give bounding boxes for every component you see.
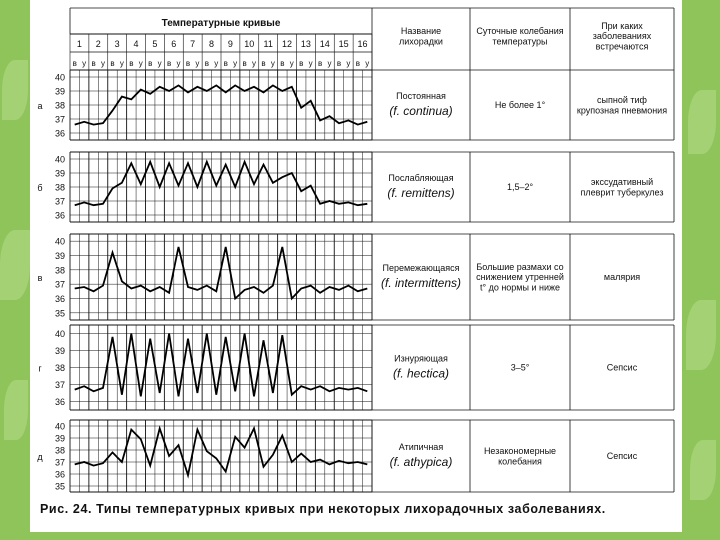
time-of-day-label: у <box>252 59 257 68</box>
day-number: 4 <box>133 39 139 49</box>
time-of-day-label: в <box>261 59 266 68</box>
day-number: 8 <box>209 39 215 49</box>
background-leaf <box>690 440 716 500</box>
time-of-day-label: в <box>299 59 304 68</box>
daily-fluctuation: снижением утренней <box>476 272 564 283</box>
day-number: 6 <box>171 39 177 49</box>
daily-fluctuation: 1,5–2° <box>506 182 534 193</box>
temperature-tick-label: 40 <box>54 72 65 83</box>
related-diseases: крупозная пневмония <box>576 105 668 116</box>
fever-latin-name: (f. athypica) <box>389 455 453 469</box>
day-number: 1 <box>76 39 82 49</box>
time-of-day-label: у <box>233 59 238 68</box>
day-number: 15 <box>338 39 349 49</box>
temperature-tick-label: 37 <box>54 457 65 468</box>
temperature-tick-label: 37 <box>54 114 65 125</box>
row-letter: а <box>37 101 43 111</box>
temperature-tick-label: 39 <box>54 433 65 444</box>
temperature-curves-figure <box>30 0 682 500</box>
time-of-day-label: в <box>317 59 323 68</box>
column-header-name: лихорадки <box>399 36 443 47</box>
temperature-tick-label: 38 <box>54 265 65 276</box>
related-diseases: экссудативный <box>590 176 654 187</box>
row-letter: б <box>37 183 43 193</box>
row-letter: д <box>37 452 43 462</box>
time-of-day-label: у <box>289 59 294 68</box>
time-of-day-label: у <box>101 59 106 68</box>
temperature-tick-label: 35 <box>54 481 65 492</box>
day-number: 9 <box>227 39 233 49</box>
related-diseases: сыпной тиф <box>597 94 647 105</box>
time-of-day-label: в <box>72 59 77 68</box>
time-of-day-label: у <box>176 59 181 68</box>
time-of-day-label: в <box>110 59 115 68</box>
column-header-disease: При каких <box>601 20 643 31</box>
day-number: 2 <box>95 39 101 49</box>
background-leaf <box>0 230 30 300</box>
time-of-day-label: у <box>195 59 200 68</box>
temperature-tick-label: 39 <box>54 86 65 97</box>
temperature-tick-label: 36 <box>54 469 65 480</box>
time-of-day-label: в <box>91 59 96 68</box>
time-of-day-label: у <box>270 59 275 68</box>
time-of-day-label: у <box>365 59 370 68</box>
column-header-disease: заболеваниях <box>592 31 652 42</box>
fever-name: Атипичная <box>398 442 444 452</box>
temperature-tick-label: 39 <box>54 168 65 179</box>
day-number: 3 <box>114 39 120 49</box>
fever-name: Изнуряющая <box>394 353 448 364</box>
time-of-day-label: в <box>129 59 134 68</box>
background-leaf <box>686 300 716 370</box>
time-of-day-label: в <box>223 59 228 68</box>
background-leaf <box>688 90 716 154</box>
daily-fluctuation: колебания <box>498 456 542 467</box>
fever-latin-name: (f. hectica) <box>392 366 450 381</box>
fever-latin-name: (f. remittens) <box>387 186 455 200</box>
temperature-tick-label: 35 <box>54 308 65 319</box>
time-of-day-label: в <box>148 59 153 68</box>
column-header-disease: встречаются <box>595 41 649 52</box>
time-of-day-label: у <box>157 59 162 68</box>
temperature-tick-label: 36 <box>54 397 65 407</box>
related-diseases: плеврит туберкулез <box>580 187 664 198</box>
time-of-day-label: у <box>138 59 143 68</box>
time-of-day-label: у <box>346 59 351 68</box>
background-leaf <box>4 380 28 440</box>
fever-name: Постоянная <box>396 91 446 101</box>
time-of-day-label: в <box>336 59 342 68</box>
fever-name: Послабляющая <box>388 173 454 183</box>
time-of-day-label: в <box>166 59 172 68</box>
day-number: 13 <box>300 39 311 49</box>
temperature-tick-label: 40 <box>54 236 65 247</box>
time-of-day-label: у <box>214 59 219 68</box>
temperature-tick-label: 37 <box>54 196 65 207</box>
time-of-day-label: в <box>204 59 209 68</box>
background-leaf <box>2 60 28 120</box>
fever-latin-name: (f. continua) <box>389 104 453 118</box>
related-diseases: малярия <box>603 272 641 283</box>
time-of-day-label: в <box>185 59 191 68</box>
time-of-day-label: в <box>242 59 247 68</box>
temperature-tick-label: 38 <box>54 445 65 456</box>
temperature-tick-label: 39 <box>54 346 65 356</box>
daily-fluctuation: Большие размахи со <box>476 261 564 272</box>
temperature-tick-label: 40 <box>54 154 65 165</box>
figure-caption: Рис. 24. Типы температурных кривых при некоторых лихорадочных заболеваниях. <box>40 502 606 516</box>
related-diseases: Сепсис <box>606 362 638 373</box>
day-number: 7 <box>190 39 196 49</box>
temperature-tick-label: 36 <box>54 210 65 221</box>
temperature-tick-label: 40 <box>54 421 65 432</box>
daily-fluctuation: Не более 1° <box>494 100 546 111</box>
daily-fluctuation: 3–5° <box>510 362 530 373</box>
temperature-tick-label: 38 <box>54 182 65 193</box>
day-number: 11 <box>263 39 273 49</box>
fever-latin-name: (f. intermittens) <box>380 276 462 290</box>
column-header-daily: температуры <box>492 36 548 47</box>
time-of-day-label: в <box>355 59 360 68</box>
time-of-day-label: у <box>327 59 332 68</box>
temperature-tick-label: 37 <box>54 380 65 390</box>
related-diseases: Сепсис <box>606 451 638 462</box>
temperature-tick-label: 40 <box>54 329 65 339</box>
column-header-daily: Суточные колебания <box>476 25 564 36</box>
daily-fluctuation: t° до нормы и ниже <box>479 282 561 293</box>
day-number: 14 <box>319 39 330 49</box>
daily-fluctuation: Незакономерные <box>483 445 557 456</box>
time-of-day-label: в <box>280 59 285 68</box>
time-of-day-label: у <box>82 59 87 68</box>
time-of-day-label: у <box>119 59 124 68</box>
temperature-tick-label: 38 <box>54 100 65 111</box>
temperature-tick-label: 38 <box>54 363 65 373</box>
figure-page <box>30 0 682 532</box>
temperature-tick-label: 36 <box>54 128 65 139</box>
row-letter: в <box>37 273 43 283</box>
day-number: 16 <box>357 39 368 49</box>
day-number: 5 <box>152 39 158 49</box>
fever-name: Перемежающаяся <box>382 263 460 273</box>
day-number: 10 <box>244 39 255 49</box>
day-number: 12 <box>282 39 293 49</box>
row-letter: г <box>38 363 42 374</box>
column-header-name: Название <box>400 25 442 36</box>
temperature-tick-label: 37 <box>54 279 65 290</box>
temperature-tick-label: 39 <box>54 251 65 261</box>
temperature-tick-label: 36 <box>54 294 65 304</box>
chart-header-title: Температурные кривые <box>161 18 281 29</box>
time-of-day-label: у <box>308 59 313 68</box>
